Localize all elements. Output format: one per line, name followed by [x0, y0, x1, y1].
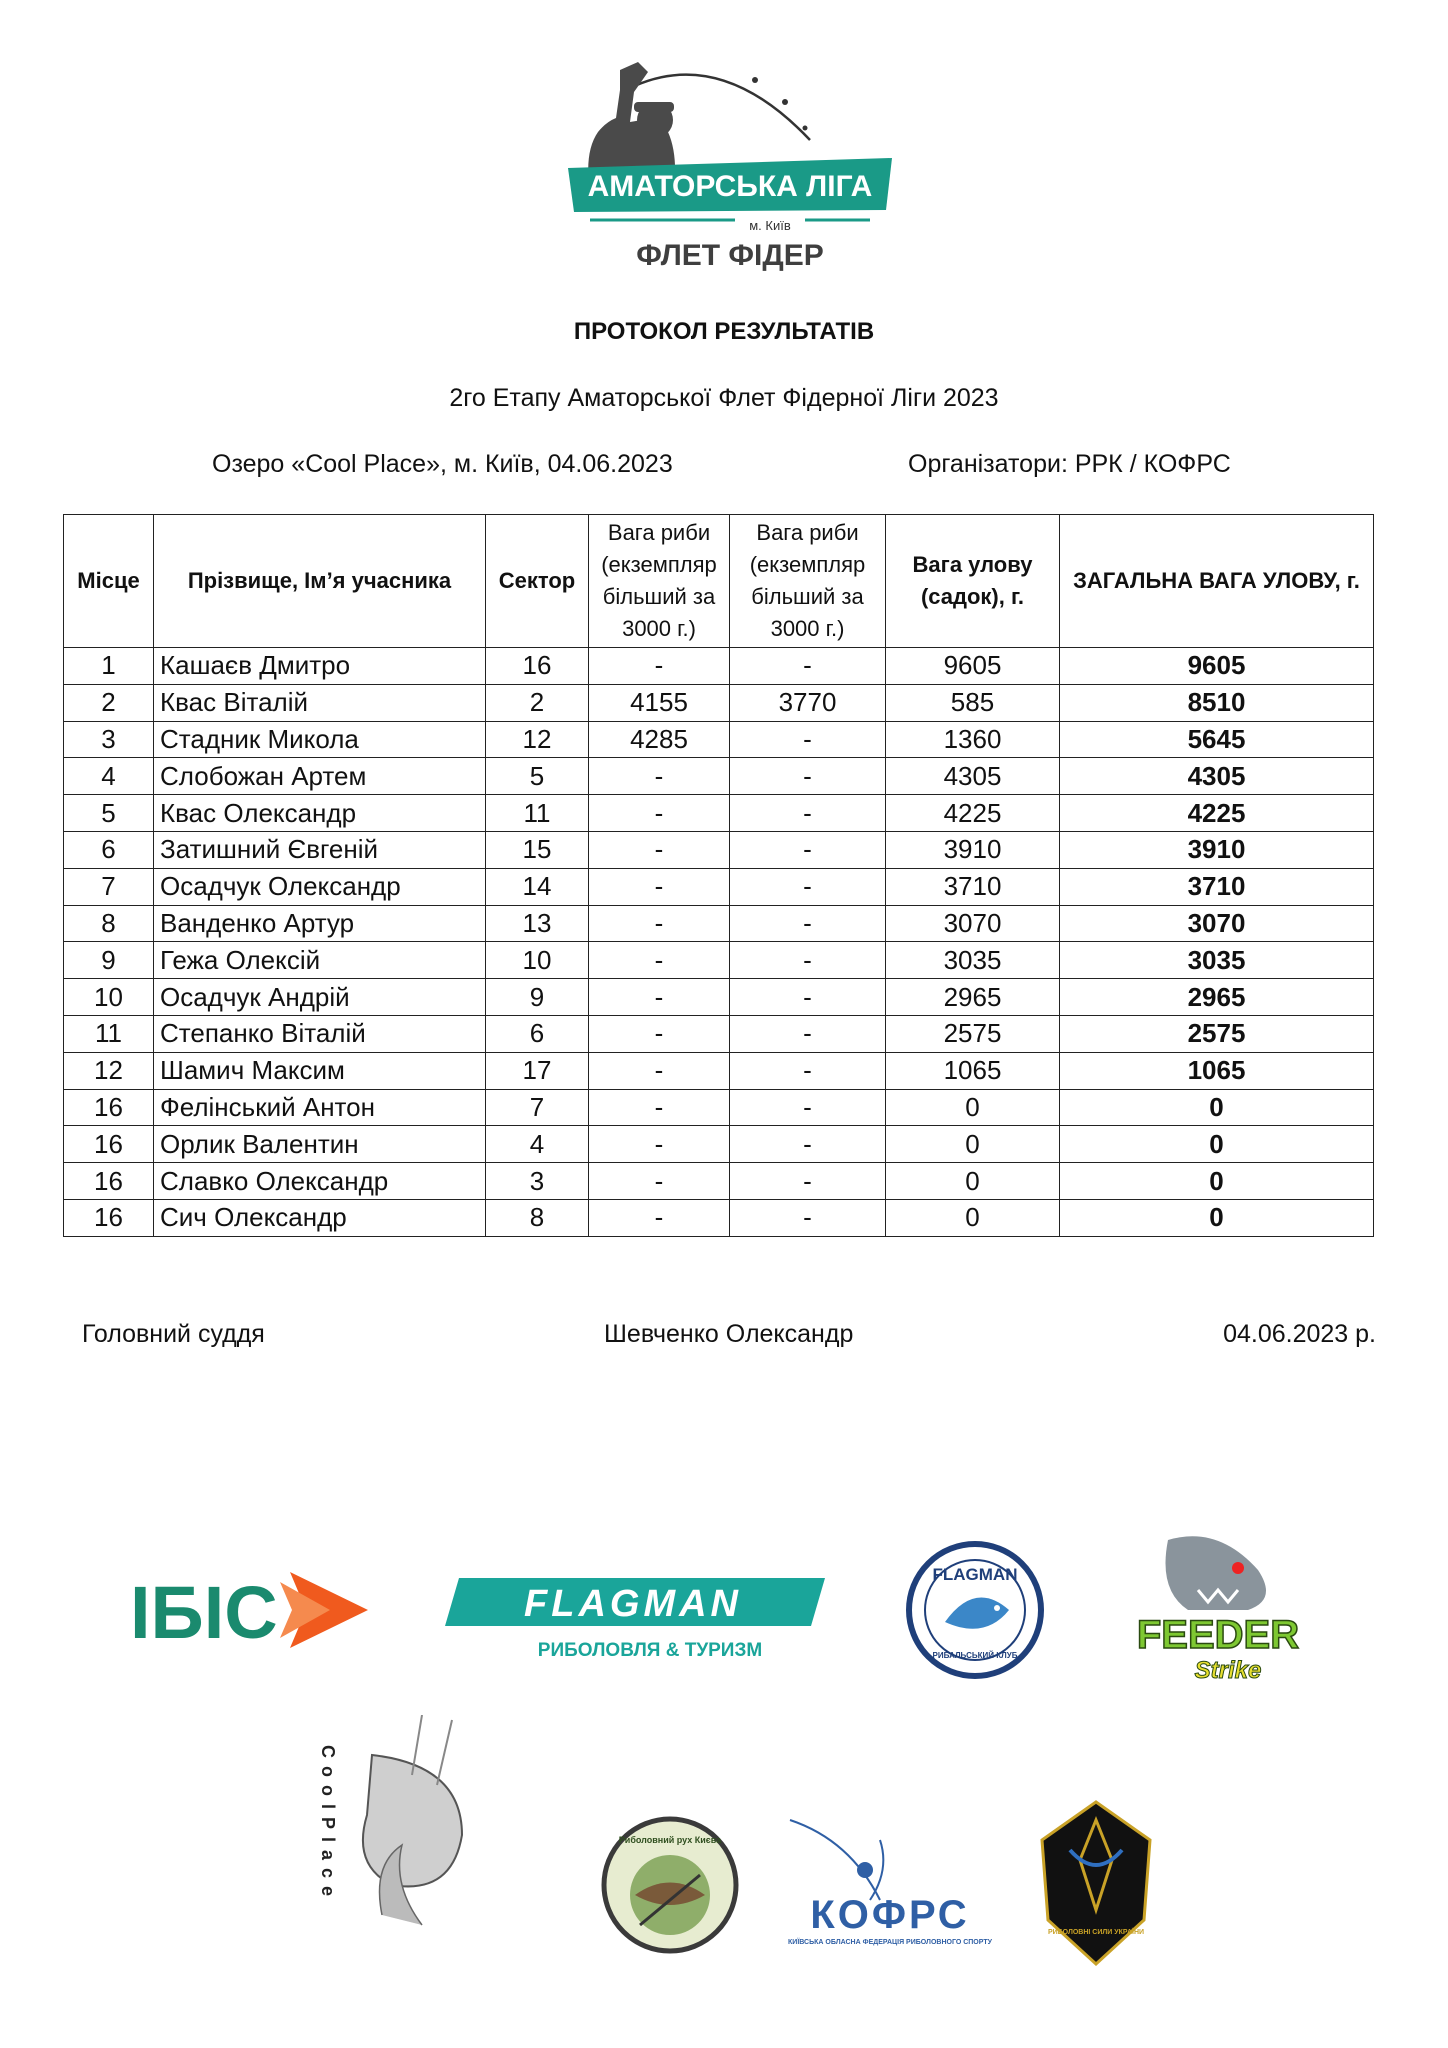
cell-total: 9605 [1060, 648, 1374, 685]
cell-fish1: - [589, 979, 730, 1016]
cell-keepnet: 1065 [886, 1052, 1060, 1089]
document-title: ПРОТОКОЛ РЕЗУЛЬТАТІВ [573, 318, 875, 345]
cell-fish1: - [589, 1089, 730, 1126]
rybolovnyi-rukh-logo [600, 1815, 740, 1955]
cell-sector: 16 [486, 648, 589, 685]
cell-sector: 9 [486, 979, 589, 1016]
cell-fish1: - [589, 868, 730, 905]
table-row [64, 942, 1374, 979]
cell-fish2: - [730, 1015, 886, 1052]
cell-total: 3910 [1060, 831, 1374, 868]
cell-total: 0 [1060, 1199, 1374, 1236]
cell-sector: 11 [486, 795, 589, 832]
cell-place: 6 [64, 831, 154, 868]
cell-name: Славко Олександр [154, 1163, 486, 1200]
cell-place: 16 [64, 1163, 154, 1200]
header-name: Прізвище, Ім’я учасника [154, 515, 486, 648]
cool-place-logo [312, 1715, 482, 1955]
cell-name: Квас Олександр [154, 795, 486, 832]
cell-sector: 12 [486, 721, 589, 758]
cell-sector: 10 [486, 942, 589, 979]
cell-name: Орлик Валентин [154, 1126, 486, 1163]
cell-fish1: - [589, 942, 730, 979]
table-row [64, 868, 1374, 905]
organizers-text: Організатори: РРК / КОФРС [908, 450, 1231, 478]
header-total: ЗАГАЛЬНА ВАГА УЛОВУ, г. [1060, 515, 1374, 648]
cell-keepnet: 2965 [886, 979, 1060, 1016]
rybolovni-syly-text: РИБОЛОВНІ СИЛИ УКРАЇНИ [1047, 1929, 1145, 1936]
cell-place: 1 [64, 648, 154, 685]
kofrs-sub: КИЇВСЬКА ОБЛАСНА ФЕДЕРАЦІЯ РИБОЛОВНОГО СПОРТУ [788, 1939, 992, 1946]
cell-sector: 3 [486, 1163, 589, 1200]
cell-place: 16 [64, 1126, 154, 1163]
cell-keepnet: 0 [886, 1126, 1060, 1163]
cell-place: 8 [64, 905, 154, 942]
cell-fish1: - [589, 831, 730, 868]
signature-date: 04.06.2023 р. [1223, 1320, 1376, 1348]
cell-name: Осадчук Андрій [154, 979, 486, 1016]
table-row [64, 905, 1374, 942]
table-row [64, 979, 1374, 1016]
cell-sector: 5 [486, 758, 589, 795]
cell-sector: 4 [486, 1126, 589, 1163]
cell-keepnet: 3070 [886, 905, 1060, 942]
table-row [64, 758, 1374, 795]
table-row [64, 1089, 1374, 1126]
cell-place: 11 [64, 1015, 154, 1052]
cell-name: Слобожан Артем [154, 758, 486, 795]
table-row [64, 648, 1374, 685]
results-table [63, 514, 1374, 1237]
feeder-strike-text1: FEEDER [1136, 1613, 1300, 1657]
cell-fish1: - [589, 1015, 730, 1052]
cell-fish1: - [589, 1163, 730, 1200]
cell-total: 3710 [1060, 868, 1374, 905]
cell-name: Сич Олександр [154, 1199, 486, 1236]
flagman-kyiv-text: FLAGMAN [932, 1565, 1018, 1584]
cell-keepnet: 4225 [886, 795, 1060, 832]
cell-fish1: 4285 [589, 721, 730, 758]
header-sector: Сектор [486, 515, 589, 648]
feeder-strike-logo [1128, 1530, 1308, 1690]
cell-keepnet: 0 [886, 1163, 1060, 1200]
table-row [64, 1052, 1374, 1089]
cell-total: 2575 [1060, 1015, 1374, 1052]
cell-sector: 13 [486, 905, 589, 942]
cell-total: 4225 [1060, 795, 1374, 832]
cell-fish2: - [730, 721, 886, 758]
cell-place: 2 [64, 684, 154, 721]
cell-fish2: - [730, 758, 886, 795]
cell-fish1: - [589, 1052, 730, 1089]
flagman-logo [445, 1578, 825, 1668]
table-row [64, 1163, 1374, 1200]
cell-total: 3035 [1060, 942, 1374, 979]
cell-fish2: - [730, 1089, 886, 1126]
table-row [64, 684, 1374, 721]
cell-fish1: 4155 [589, 684, 730, 721]
logo-line1: АМАТОРСЬКА ЛІГА [587, 170, 873, 203]
cell-place: 4 [64, 758, 154, 795]
cell-place: 7 [64, 868, 154, 905]
cell-name: Степанко Віталій [154, 1015, 486, 1052]
cell-name: Затишний Євгеній [154, 831, 486, 868]
flagman-kyiv-club-logo [905, 1540, 1045, 1680]
cell-keepnet: 9605 [886, 648, 1060, 685]
cell-total: 1065 [1060, 1052, 1374, 1089]
kofrs-logo [770, 1810, 1010, 1950]
cell-keepnet: 3710 [886, 868, 1060, 905]
rybolovnyi-rukh-text: Риболовний рух Києва [618, 1835, 722, 1845]
cell-fish1: - [589, 758, 730, 795]
cell-keepnet: 0 [886, 1089, 1060, 1126]
logo-line3: ФЛЕТ ФІДЕР [636, 239, 824, 272]
cell-keepnet: 3910 [886, 831, 1060, 868]
logo-line2: м. Київ [749, 218, 791, 233]
cell-fish2: - [730, 1163, 886, 1200]
cell-sector: 6 [486, 1015, 589, 1052]
cell-fish1: - [589, 795, 730, 832]
cell-keepnet: 1360 [886, 721, 1060, 758]
cell-place: 12 [64, 1052, 154, 1089]
cell-fish1: - [589, 905, 730, 942]
header-place: Місце [64, 515, 154, 648]
header-keepnet: Вага улову (садок), г. [886, 515, 1060, 648]
cell-total: 3070 [1060, 905, 1374, 942]
cell-fish2: - [730, 831, 886, 868]
cell-name: Квас Віталій [154, 684, 486, 721]
venue-text: Озеро «Cool Place», м. Київ, 04.06.2023 [212, 450, 673, 478]
cell-keepnet: 585 [886, 684, 1060, 721]
cell-name: Ванденко Артур [154, 905, 486, 942]
cell-fish2: - [730, 868, 886, 905]
cell-place: 10 [64, 979, 154, 1016]
cell-fish2: - [730, 905, 886, 942]
cell-fish2: - [730, 979, 886, 1016]
cell-place: 16 [64, 1199, 154, 1236]
cell-place: 9 [64, 942, 154, 979]
cell-sector: 2 [486, 684, 589, 721]
feeder-strike-text2: Strike [1194, 1657, 1262, 1684]
table-row [64, 795, 1374, 832]
league-logo [560, 50, 900, 280]
cell-fish2: - [730, 1052, 886, 1089]
cool-place-text: CoolPlace [318, 1745, 338, 1905]
flagman-logo-text: FLAGMAN [524, 1583, 742, 1625]
cell-total: 0 [1060, 1126, 1374, 1163]
header-fish2: Вага риби (екземпляр більший за 3000 г.) [730, 515, 886, 648]
cell-fish2: - [730, 1199, 886, 1236]
ibis-logo [130, 1560, 370, 1660]
cell-name: Фелінський Антон [154, 1089, 486, 1126]
cell-sector: 8 [486, 1199, 589, 1236]
cell-keepnet: 4305 [886, 758, 1060, 795]
cell-sector: 15 [486, 831, 589, 868]
cell-keepnet: 3035 [886, 942, 1060, 979]
document-subtitle: 2го Етапу Аматорської Флет Фідерної Ліги 2023 [449, 384, 999, 412]
cell-sector: 14 [486, 868, 589, 905]
table-row [64, 1199, 1374, 1236]
rybolovni-syly-logo [1040, 1800, 1152, 1966]
cell-fish2: - [730, 1126, 886, 1163]
chief-judge-label: Головний суддя [82, 1320, 265, 1348]
table-row [64, 1015, 1374, 1052]
flagman-logo-sub: РИБОЛОВЛЯ & ТУРИЗМ [537, 1640, 763, 1661]
cell-fish1: - [589, 1199, 730, 1236]
cell-name: Шамич Максим [154, 1052, 486, 1089]
cell-fish2: - [730, 648, 886, 685]
cell-name: Кашаєв Дмитро [154, 648, 486, 685]
cell-place: 5 [64, 795, 154, 832]
table-row [64, 831, 1374, 868]
chief-judge-name: Шевченко Олександр [604, 1320, 854, 1348]
cell-keepnet: 2575 [886, 1015, 1060, 1052]
kofrs-text: КОФРС [810, 1893, 970, 1937]
flagman-kyiv-sub: РИБАЛЬСЬКИЙ КЛУБ [932, 1651, 1018, 1660]
cell-name: Стадник Микола [154, 721, 486, 758]
cell-total: 8510 [1060, 684, 1374, 721]
cell-total: 0 [1060, 1163, 1374, 1200]
cell-fish1: - [589, 648, 730, 685]
cell-fish2: - [730, 942, 886, 979]
cell-sector: 7 [486, 1089, 589, 1126]
cell-keepnet: 0 [886, 1199, 1060, 1236]
cell-fish1: - [589, 1126, 730, 1163]
cell-fish2: 3770 [730, 684, 886, 721]
cell-total: 5645 [1060, 721, 1374, 758]
cell-sector: 17 [486, 1052, 589, 1089]
cell-total: 4305 [1060, 758, 1374, 795]
table-row [64, 721, 1374, 758]
ibis-logo-text: ІБІС [130, 1571, 278, 1654]
table-header-row [64, 515, 1374, 648]
cell-fish2: - [730, 795, 886, 832]
cell-name: Осадчук Олександр [154, 868, 486, 905]
cell-place: 16 [64, 1089, 154, 1126]
cell-total: 0 [1060, 1089, 1374, 1126]
cell-place: 3 [64, 721, 154, 758]
header-fish1: Вага риби (екземпляр більший за 3000 г.) [589, 515, 730, 648]
table-row [64, 1126, 1374, 1163]
cell-total: 2965 [1060, 979, 1374, 1016]
cell-name: Гежа Олексій [154, 942, 486, 979]
